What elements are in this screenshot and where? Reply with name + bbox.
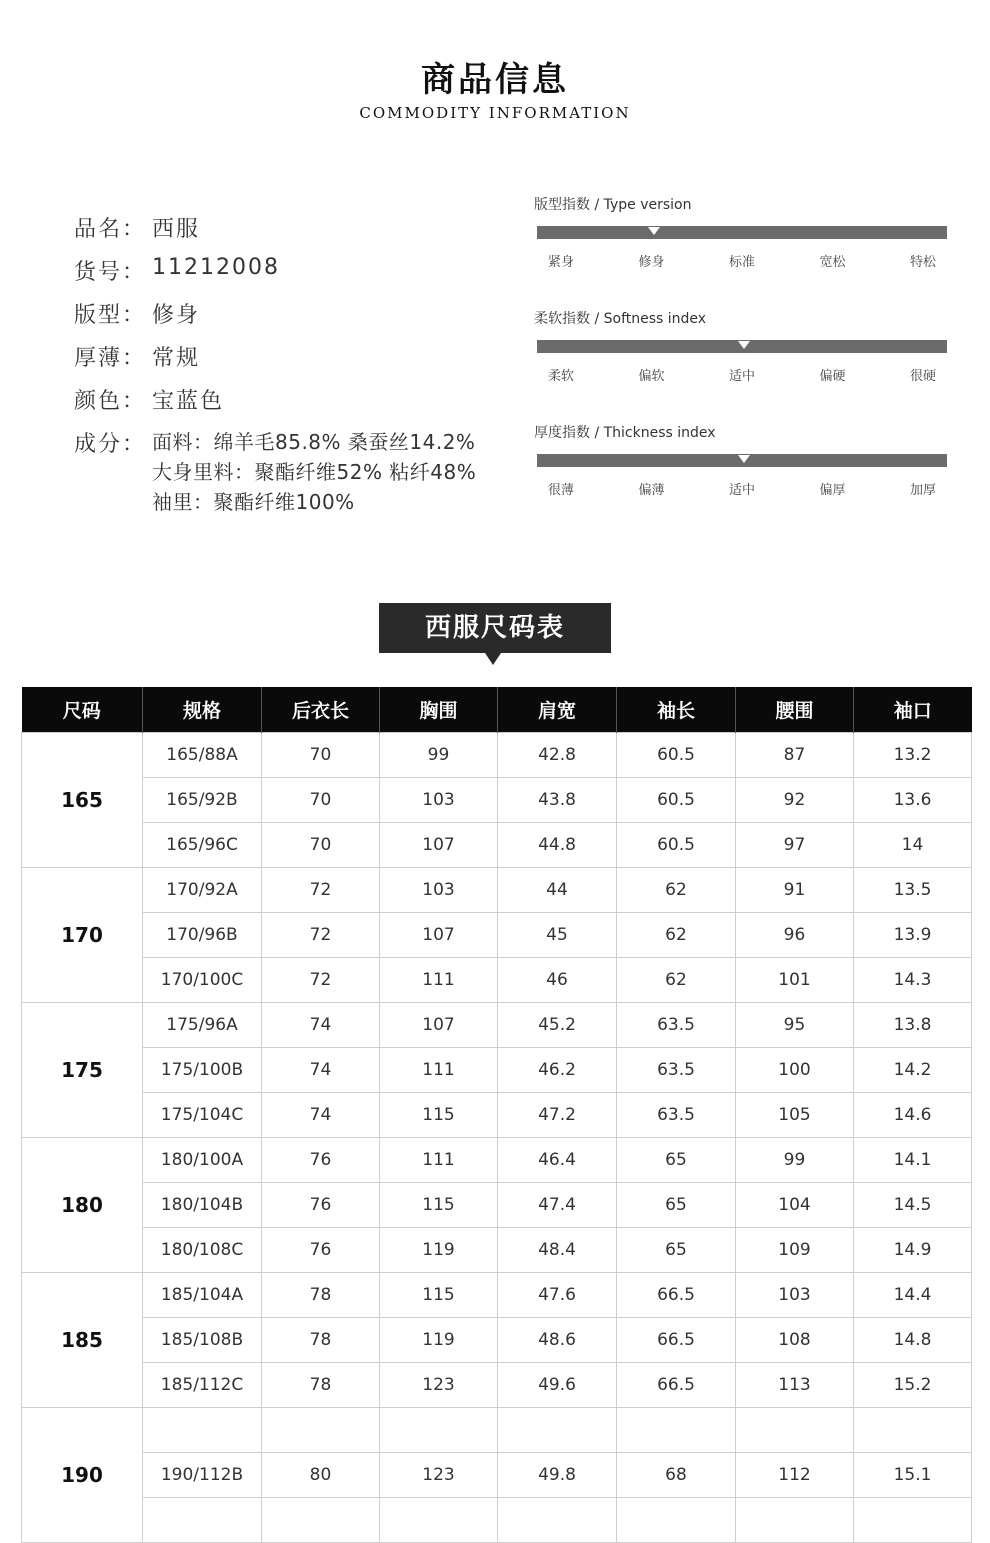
table-cell: 185/104A <box>143 1273 262 1318</box>
table-row <box>22 1498 972 1543</box>
table-cell: 119 <box>380 1228 498 1273</box>
table-cell: 66.5 <box>617 1273 736 1318</box>
table-cell: 165/88A <box>143 733 262 778</box>
table-row <box>22 778 972 823</box>
table-cell: 46.2 <box>498 1048 617 1093</box>
table-cell: 74 <box>262 1048 380 1093</box>
table-row <box>22 1003 972 1048</box>
table-cell: 185/112C <box>143 1363 262 1408</box>
table-cell: 14.2 <box>854 1048 972 1093</box>
table-cell: 115 <box>380 1273 498 1318</box>
table-cell: 70 <box>262 778 380 823</box>
table-cell: 14.3 <box>854 958 972 1003</box>
index-level: 偏软 <box>638 369 665 384</box>
index-level: 偏薄 <box>638 483 665 498</box>
table-cell: 190/112B <box>143 1453 262 1498</box>
table-cell: 170/92A <box>143 868 262 913</box>
table-cell: 63.5 <box>617 1003 736 1048</box>
info-label: 版型： <box>74 303 147 328</box>
table-row <box>22 733 972 778</box>
table-cell: 111 <box>380 1048 498 1093</box>
table-cell: 170/96B <box>143 913 262 958</box>
table-cell <box>380 1408 498 1453</box>
header-spec: 规格 <box>143 687 262 733</box>
info-row-thickness <box>74 341 514 372</box>
index-level: 偏厚 <box>819 483 846 498</box>
table-cell: 14 <box>854 823 972 868</box>
table-cell: 123 <box>380 1453 498 1498</box>
index-level: 很薄 <box>547 483 575 498</box>
table-cell: 63.5 <box>617 1048 736 1093</box>
index-level: 柔软 <box>547 369 575 384</box>
table-cell: 62 <box>617 913 736 958</box>
table-cell: 44.8 <box>498 823 617 868</box>
table-cell <box>143 1498 262 1543</box>
size-cell: 185 <box>22 1273 143 1408</box>
size-cell: 175 <box>22 1003 143 1138</box>
table-cell: 13.6 <box>854 778 972 823</box>
table-cell: 62 <box>617 868 736 913</box>
index-level: 紧身 <box>547 255 575 270</box>
table-cell: 95 <box>736 1003 854 1048</box>
table-cell <box>854 1498 972 1543</box>
table-cell: 101 <box>736 958 854 1003</box>
table-cell: 63.5 <box>617 1093 736 1138</box>
composition-line: 面料：绵羊毛85.8% 桑蚕丝14.2% <box>152 430 476 454</box>
table-cell <box>617 1408 736 1453</box>
table-cell: 72 <box>262 868 380 913</box>
table-cell: 46.4 <box>498 1138 617 1183</box>
table-cell: 104 <box>736 1183 854 1228</box>
size-table-body <box>22 733 972 1543</box>
table-cell <box>262 1498 380 1543</box>
table-row <box>22 868 972 913</box>
table-row <box>22 1318 972 1363</box>
table-cell: 175/100B <box>143 1048 262 1093</box>
index-level: 很硬 <box>909 369 937 384</box>
info-label: 成分： <box>74 432 147 457</box>
info-row-composition <box>74 427 514 517</box>
info-row-color <box>74 384 514 415</box>
table-cell: 170/100C <box>143 958 262 1003</box>
table-cell: 78 <box>262 1318 380 1363</box>
table-cell: 65 <box>617 1183 736 1228</box>
info-value: 修身 <box>152 303 201 328</box>
table-cell: 119 <box>380 1318 498 1363</box>
size-cell: 190 <box>22 1408 143 1543</box>
table-cell: 70 <box>262 733 380 778</box>
banner-arrow-icon <box>485 653 501 665</box>
table-cell: 60.5 <box>617 733 736 778</box>
info-value: 常规 <box>152 346 201 371</box>
table-cell: 99 <box>380 733 498 778</box>
table-row <box>22 1183 972 1228</box>
table-cell: 49.6 <box>498 1363 617 1408</box>
table-cell: 60.5 <box>617 778 736 823</box>
index-level: 适中 <box>728 483 756 498</box>
table-cell: 14.9 <box>854 1228 972 1273</box>
info-label: 货号： <box>74 260 147 285</box>
table-cell: 91 <box>736 868 854 913</box>
table-cell <box>736 1408 854 1453</box>
table-cell: 111 <box>380 958 498 1003</box>
composition-line: 大身里料：聚酯纤维52% 粘纤48% <box>152 460 477 484</box>
index-levels <box>537 251 947 269</box>
table-cell <box>617 1498 736 1543</box>
table-cell: 48.6 <box>498 1318 617 1363</box>
header-back-length: 后衣长 <box>262 687 380 733</box>
table-cell: 112 <box>736 1453 854 1498</box>
table-cell: 14.5 <box>854 1183 972 1228</box>
table-row <box>22 1048 972 1093</box>
table-cell: 92 <box>736 778 854 823</box>
table-cell: 111 <box>380 1138 498 1183</box>
info-label: 品名： <box>74 217 147 242</box>
index-marker-icon <box>648 227 660 235</box>
header-waist: 腰围 <box>736 687 854 733</box>
table-cell: 100 <box>736 1048 854 1093</box>
index-title: 柔软指数 / Softness index <box>534 311 707 327</box>
size-cell: 165 <box>22 733 143 868</box>
table-cell: 72 <box>262 913 380 958</box>
info-value: 11212008 <box>152 255 280 280</box>
table-cell: 185/108B <box>143 1318 262 1363</box>
table-cell: 180/108C <box>143 1228 262 1273</box>
table-cell: 74 <box>262 1003 380 1048</box>
table-cell: 68 <box>617 1453 736 1498</box>
table-cell: 72 <box>262 958 380 1003</box>
table-cell: 15.2 <box>854 1363 972 1408</box>
table-row <box>22 823 972 868</box>
index-marker-icon <box>738 455 750 463</box>
index-level: 偏硬 <box>819 369 846 384</box>
table-cell: 87 <box>736 733 854 778</box>
table-cell: 103 <box>380 778 498 823</box>
table-row <box>22 958 972 1003</box>
table-row <box>22 1453 972 1498</box>
table-cell <box>143 1408 262 1453</box>
table-cell: 13.5 <box>854 868 972 913</box>
table-cell: 65 <box>617 1138 736 1183</box>
header-size: 尺码 <box>22 687 143 733</box>
index-title: 版型指数 / Type version <box>534 197 692 213</box>
table-row <box>22 1138 972 1183</box>
index-level: 加厚 <box>909 483 937 498</box>
info-row-item-number <box>74 255 514 286</box>
table-cell: 65 <box>617 1228 736 1273</box>
table-cell: 42.8 <box>498 733 617 778</box>
table-cell: 14.8 <box>854 1318 972 1363</box>
index-level: 标准 <box>728 255 756 270</box>
table-header-row <box>22 687 972 733</box>
table-cell: 165/92B <box>143 778 262 823</box>
table-cell <box>380 1498 498 1543</box>
table-cell <box>262 1408 380 1453</box>
info-label: 厚薄： <box>74 346 147 371</box>
table-cell: 48.4 <box>498 1228 617 1273</box>
table-cell: 44 <box>498 868 617 913</box>
table-row <box>22 1363 972 1408</box>
table-cell: 46 <box>498 958 617 1003</box>
table-cell: 76 <box>262 1228 380 1273</box>
table-cell: 107 <box>380 823 498 868</box>
index-level: 宽松 <box>819 255 846 270</box>
table-cell: 66.5 <box>617 1363 736 1408</box>
table-cell: 47.6 <box>498 1273 617 1318</box>
table-cell: 45.2 <box>498 1003 617 1048</box>
table-row <box>22 1093 972 1138</box>
table-cell: 13.8 <box>854 1003 972 1048</box>
softness-index <box>534 309 948 423</box>
table-cell: 62 <box>617 958 736 1003</box>
index-levels <box>537 479 947 497</box>
table-cell: 76 <box>262 1138 380 1183</box>
index-title: 厚度指数 / Thickness index <box>534 425 716 441</box>
table-row <box>22 1408 972 1453</box>
table-cell: 103 <box>380 868 498 913</box>
index-level: 修身 <box>638 255 665 270</box>
table-cell: 47.4 <box>498 1183 617 1228</box>
size-cell: 170 <box>22 868 143 1003</box>
header-sleeve-length: 袖长 <box>617 687 736 733</box>
table-cell: 105 <box>736 1093 854 1138</box>
composition-line: 袖里：聚酯纤维100% <box>152 490 355 514</box>
table-row <box>22 913 972 958</box>
info-label: 颜色： <box>74 389 147 414</box>
table-cell: 108 <box>736 1318 854 1363</box>
type-version-index <box>534 195 948 309</box>
index-bar <box>537 340 947 353</box>
info-value: 西服 <box>152 217 201 242</box>
table-cell: 165/96C <box>143 823 262 868</box>
table-cell: 107 <box>380 1003 498 1048</box>
table-cell: 74 <box>262 1093 380 1138</box>
table-cell: 175/104C <box>143 1093 262 1138</box>
table-cell: 15.1 <box>854 1453 972 1498</box>
table-cell: 78 <box>262 1363 380 1408</box>
table-cell: 76 <box>262 1183 380 1228</box>
index-marker-icon <box>738 341 750 349</box>
table-cell: 47.2 <box>498 1093 617 1138</box>
index-panel <box>534 195 948 537</box>
header-cuff: 袖口 <box>854 687 972 733</box>
table-cell: 70 <box>262 823 380 868</box>
index-bar <box>537 454 947 467</box>
size-chart-title: 西服尺码表 <box>379 603 611 653</box>
index-level: 适中 <box>728 369 756 384</box>
table-cell: 99 <box>736 1138 854 1183</box>
table-cell: 103 <box>736 1273 854 1318</box>
table-cell: 60.5 <box>617 823 736 868</box>
header-shoulder: 肩宽 <box>498 687 617 733</box>
thickness-index <box>534 423 948 537</box>
table-cell: 175/96A <box>143 1003 262 1048</box>
table-cell: 97 <box>736 823 854 868</box>
table-cell: 66.5 <box>617 1318 736 1363</box>
table-cell: 180/104B <box>143 1183 262 1228</box>
table-cell: 45 <box>498 913 617 958</box>
page-subtitle: COMMODITY INFORMATION <box>359 104 631 122</box>
table-cell: 43.8 <box>498 778 617 823</box>
table-cell: 14.1 <box>854 1138 972 1183</box>
table-cell: 180/100A <box>143 1138 262 1183</box>
index-bar <box>537 226 947 239</box>
info-row-name <box>74 212 514 243</box>
product-info <box>74 212 514 529</box>
table-cell: 115 <box>380 1183 498 1228</box>
table-cell: 14.4 <box>854 1273 972 1318</box>
table-cell: 109 <box>736 1228 854 1273</box>
table-cell <box>854 1408 972 1453</box>
table-cell: 13.9 <box>854 913 972 958</box>
table-cell: 113 <box>736 1363 854 1408</box>
table-row <box>22 1228 972 1273</box>
table-row <box>22 1273 972 1318</box>
header-chest: 胸围 <box>380 687 498 733</box>
size-table <box>21 687 972 1543</box>
page-title: 商品信息 <box>421 60 569 100</box>
index-levels <box>537 365 947 383</box>
table-cell: 115 <box>380 1093 498 1138</box>
table-cell <box>736 1498 854 1543</box>
table-cell <box>498 1498 617 1543</box>
size-cell: 180 <box>22 1138 143 1273</box>
info-value: 宝蓝色 <box>152 389 225 414</box>
table-cell: 80 <box>262 1453 380 1498</box>
table-cell: 49.8 <box>498 1453 617 1498</box>
table-cell <box>498 1408 617 1453</box>
table-cell: 14.6 <box>854 1093 972 1138</box>
info-row-fit <box>74 298 514 329</box>
table-cell: 123 <box>380 1363 498 1408</box>
index-level: 特松 <box>909 255 937 270</box>
table-cell: 78 <box>262 1273 380 1318</box>
table-cell: 107 <box>380 913 498 958</box>
table-cell: 96 <box>736 913 854 958</box>
table-cell: 13.2 <box>854 733 972 778</box>
